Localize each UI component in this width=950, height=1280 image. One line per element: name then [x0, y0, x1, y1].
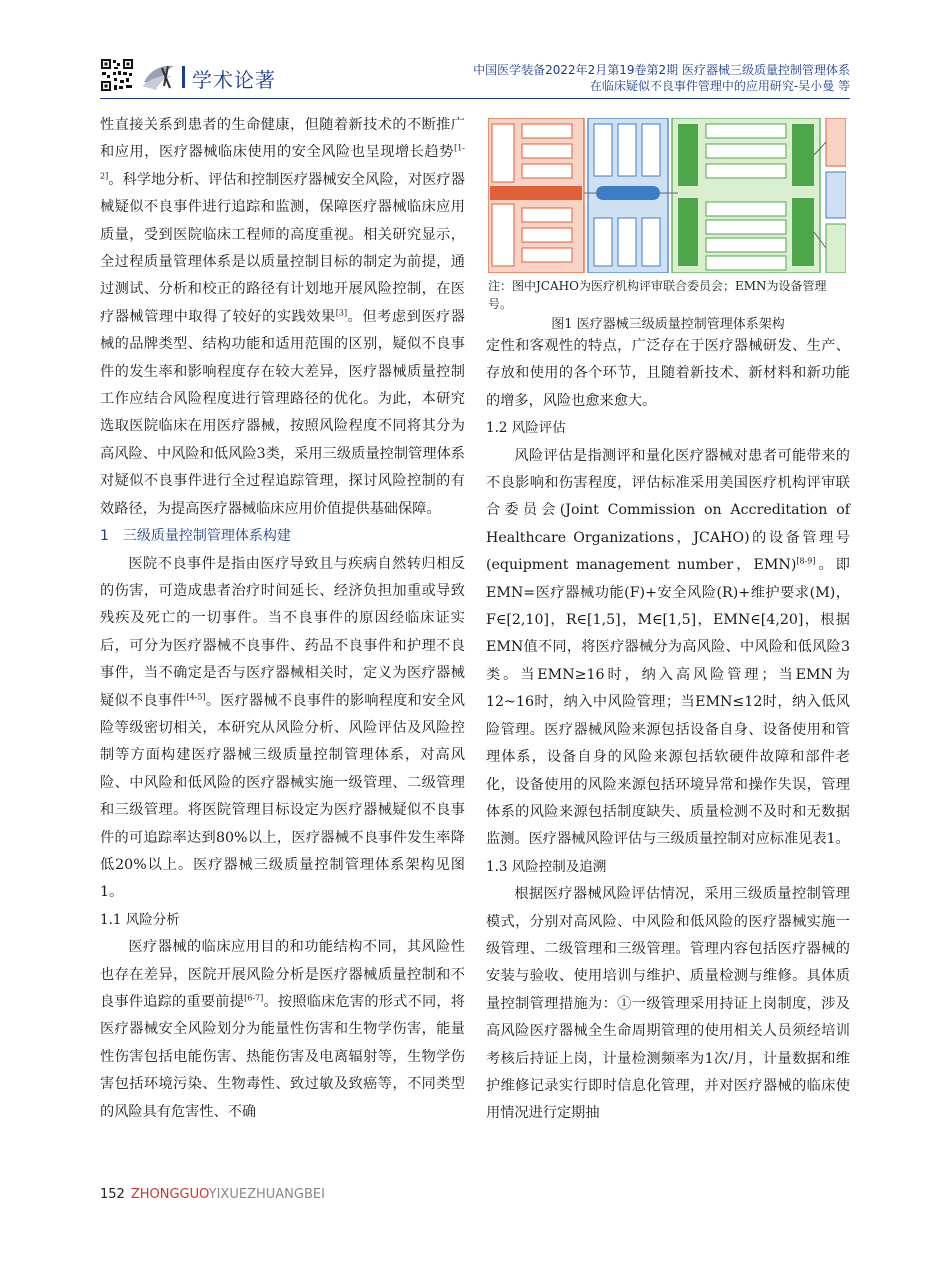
subsection-heading: 1.3 风险控制及追溯: [486, 858, 607, 875]
header-rule: [100, 98, 850, 99]
journal-name-part2: YIXUEZHUANGBEI: [208, 1187, 325, 1202]
citation: [1-2]: [100, 143, 465, 181]
page-number: 152: [100, 1187, 125, 1202]
page-header: [100, 58, 850, 100]
section-heading: 1 三级质量控制管理体系构建: [100, 528, 291, 545]
left-column: [100, 112, 465, 1126]
subsection-heading: 1.2 风险评估: [486, 420, 566, 437]
paragraph: 根据医疗器械风险评估情况，采用三级质量控制管理模式，分别对高风险、中风险和低风险的医疗器械实施一级管理、二级管理和三级管理。管理内容包括医疗器械的安装与验收、使用培训与维护、质量检测与维修。具体质量控制管理措施为：①一级管理采用持证上岗制度，涉及高风险医疗器械全生命周期管理的使用相关人员须经培训考核后持证上岗，计量检测频率为1次/月，计量数据和维护维修记录实行即时信息化管理，并对医疗器械的临床使用情况进行定期抽: [486, 886, 850, 1122]
paragraph: 风险评估是指测评和量化医疗器械对患者可能带来的不良影响和伤害程度，评估标准采用美国医疗机构评审联合委员会(Joint Commission on Accreditation of Healthcare Organizations，JCAHO)的设备管理号(equipment management number，EMN)[8-9]。即EMN=医疗器械功能(F)+安全风险(R)+维护要求(M)，F∈[2,10]，R∈[1,5]，M∈[1,5]，EMN∈[4,20]，根据EMN值不同，将医疗器械分为高风险、中风险和低风险3类。当EMN≥16时，纳入高风险管理；当EMN为12~16时，纳入中风险管理；当EMN≤12时，纳入低风险管理。医疗器械风险来源包括设备自身、设备使用和管理体系，设备自身的风险来源包括软硬件故障和部件老化，设备使用的风险来源包括环境异常和操作失误，管理体系的风险来源包括制度缺失、质量检测不及时和无数据监测。医疗器械风险评估与三级质量控制对应标准见表1。: [486, 447, 850, 848]
page-footer: [100, 1187, 325, 1202]
running-head: [473, 62, 850, 94]
running-head-line1: 中国医学装备2022年2月第19卷第2期 医疗器械三级质量控制管理体系: [473, 63, 850, 77]
logo-divider: [182, 66, 185, 88]
paragraph: 性直接关系到患者的生命健康，但随着新技术的不断推广和应用，医疗器械临床使用的安全风险也呈现增长趋势[1-2]。科学地分析、评估和控制医疗器械安全风险，对医疗器械疑似不良事件进行追踪和监测，保障医疗器械临床应用质量，受到医院临床工程师的高度重视。相关研究显示，全过程质量管理体系是以质量控制目标的制定为前提，通过测试、分析和校正的路径有计划地开展风险控制，在医疗器械管理中取得了较好的实践效果[3]。但考虑到医疗器械的品牌类型、结构功能和适用范围的区别，疑似不良事件的发生率和影响程度存在较大差异，医疗器械质量控制工作应结合风险程度进行管理路径的优化。为此，本研究选取医院临床在用医疗器械，按照风险程度不同将其分为高风险、中风险和低风险3类，采用三级质量控制管理体系对疑似不良事件进行全过程追踪管理，探讨风险控制的有效路径，为提高医疗器械临床应用价值提供基础保障。: [100, 117, 465, 517]
figure-caption: 图1 医疗器械三级质量控制管理体系架构: [551, 317, 785, 332]
citation: [8-9]: [796, 556, 816, 566]
citation: [3]: [335, 308, 348, 318]
paragraph: 定性和客观性的特点，广泛存在于医疗器械研发、生产、存放和使用的各个环节，且随着新技术、新材料和新功能的增多，风险也愈来愈大。: [486, 338, 850, 409]
running-head-line2: 在临床疑似不良事件管理中的应用研究-吴小曼 等: [589, 79, 850, 93]
paragraph: 医院不良事件是指由医疗导致且与疾病自然转归相反的伤害，可造成患者治疗时间延长、经济负担加重或导致残疾及死亡的一切事件。当不良事件的原因经临床证实后，可分为医疗器械不良事件、药品不良事件和护理不良事件，当不确定是否与医疗器械相关时，定义为医疗器械疑似不良事件[4-5]。医疗器械不良事件的影响程度和安全风险等级密切相关，本研究从风险分析、风险评估及风险控制等方面构建医疗器械三级质量控制管理体系，对高风险、中风险和低风险的医疗器械实施一级管理、二级管理和三级管理。将医院管理目标设定为医疗器械疑似不良事件的可追踪率达到80%以上，医疗器械不良事件发生率降低20%以上。医疗器械三级质量控制管理体系架构见图1。: [100, 555, 465, 901]
journal-logo-icon: [140, 60, 178, 92]
citation: [4-5]: [186, 691, 206, 701]
figure-note: 注：图中JCAHO为医疗机构评审联合委员会；EMN为设备管理号。: [488, 279, 827, 311]
subsection-heading: 1.1 风险分析: [100, 911, 180, 928]
section-label: 学术论著: [192, 68, 276, 92]
right-column: [486, 333, 850, 1128]
qr-code-icon: [100, 58, 134, 92]
citation: [6-7]: [244, 993, 264, 1003]
journal-name-part1: ZHONGGUO: [130, 1187, 209, 1202]
paragraph: 医疗器械的临床应用目的和功能结构不同，其风险性也存在差异，医院开展风险分析是医疗器械质量控制和不良事件追踪的重要前提[6-7]。按照临床危害的形式不同，将医疗器械安全风险划分为能量性伤害和生物学伤害，能量性伤害包括电能伤害、热能伤害及电离辐射等，生物学伤害包括环境污染、生物毒性、致过敏及致癌等，不同类型的风险具有危害性、不确: [100, 939, 465, 1120]
figure-diagram: [488, 118, 846, 273]
